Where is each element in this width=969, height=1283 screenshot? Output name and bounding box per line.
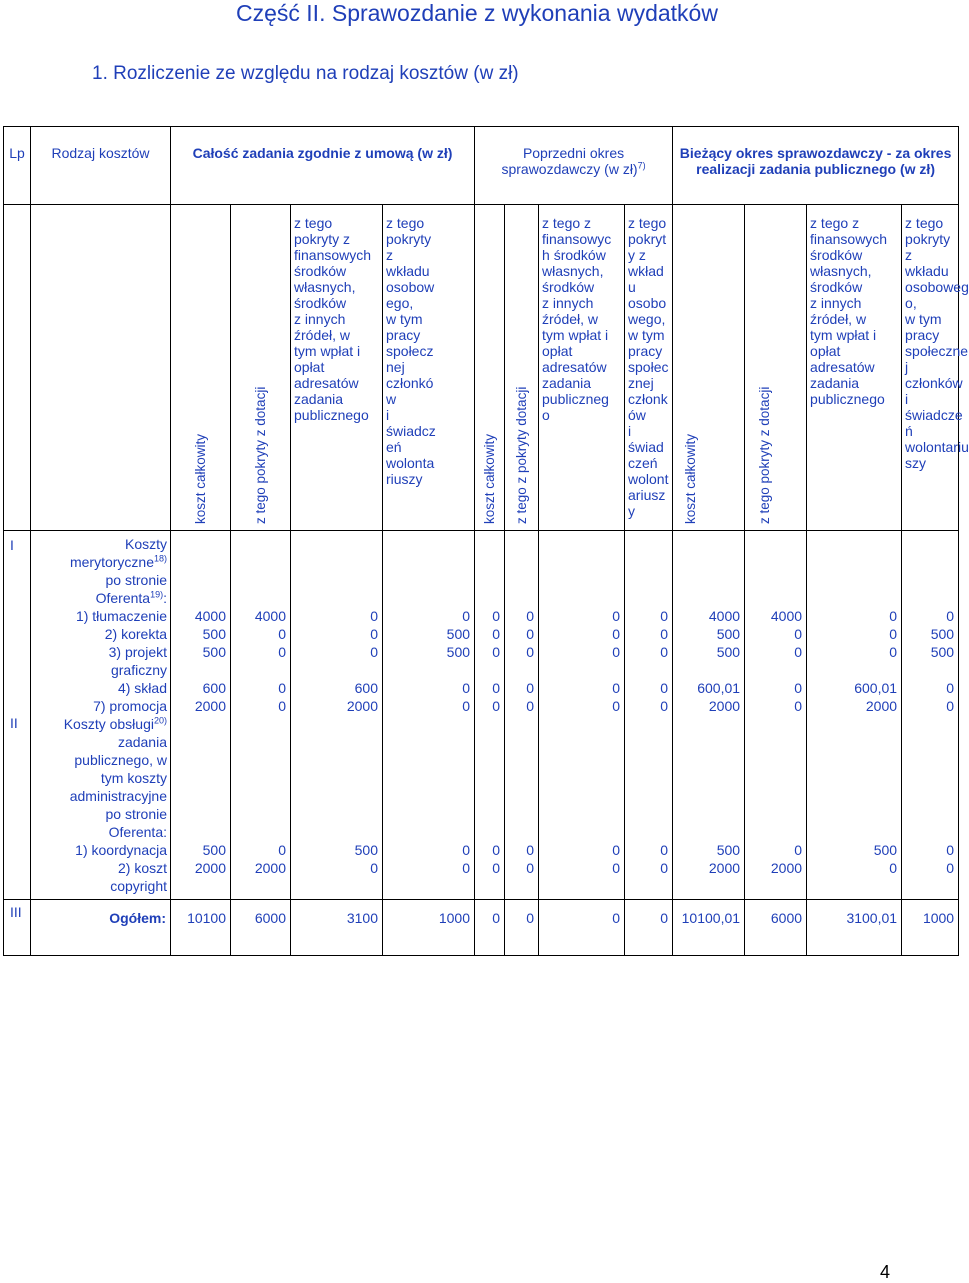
sub-koszt-calkowity-3: koszt całkowity xyxy=(673,205,745,531)
sub-koszt-calkowity-2: koszt całkowity xyxy=(475,205,505,531)
values-col-2: 4000 0 0 0 0 0 2000 xyxy=(231,531,291,900)
total-value: 3100,01 xyxy=(807,900,902,956)
values-col-1: 4000 500 500 600 2000 500 2000 xyxy=(171,531,231,900)
page-number: 4 xyxy=(880,1262,891,1282)
costs-table xyxy=(3,126,969,956)
subheader-row xyxy=(4,205,959,531)
sub-fin-1: z tego pokryty z finansowych środków własnych, środków z innych źródeł, w tym wpłat i opłat adresatów zadania publicznego xyxy=(291,205,383,531)
lp-cell: I II xyxy=(4,531,31,900)
sub-koszt-calkowity-1: koszt całkowity xyxy=(171,205,231,531)
values-col-12: 0 500 500 0 0 0 0 xyxy=(902,531,959,900)
total-value: 0 xyxy=(625,900,673,956)
section-1-label: Koszty merytoryczne$^{18)}$ po stronie Oferenta$^{19)}$: xyxy=(69,536,167,606)
values-col-7: 0 0 0 0 0 0 0 xyxy=(539,531,625,900)
total-value: 0 xyxy=(505,900,539,956)
total-value: 1000 xyxy=(902,900,959,956)
total-value: 3100 xyxy=(291,900,383,956)
sub-z-dotacji-2: z tego z pokryty dotacji xyxy=(505,205,539,531)
section-1-items: 1) tłumaczenie 2) korekta 3) projekt graficzny 4) skład 7) promocja xyxy=(75,608,167,714)
section-subtitle: 1. Rozliczenie ze względu na rodzaj kosztów (w zł) xyxy=(92,63,519,84)
total-value: 6000 xyxy=(745,900,807,956)
header-rodzaj: Rodzaj kosztów xyxy=(31,127,171,205)
total-value: 1000 xyxy=(383,900,475,956)
total-value: 0 xyxy=(475,900,505,956)
section-2-items: 1) koordynacja 2) koszt copyright xyxy=(75,842,167,894)
sub-osob-3: z tego pokryty z wkładu osoboweg o, w tym pracy społeczne j członków i świadcze ń wolontariu szy xyxy=(902,205,959,531)
header-calosc: Całość zadania zgodnie z umową (w zł) xyxy=(171,127,475,205)
sub-osob-1: z tego pokryty z wkładu osobow ego, w tym pracy społecz nej członkó w i świadcz eń wolonta riuszy xyxy=(383,205,475,531)
section-2-label: Koszty obsługi$^{20)}$ zadania publicznego, w tym koszty administracyjne po stronie Oferenta: xyxy=(63,715,167,840)
header-row xyxy=(4,127,959,205)
values-col-9: 4000 500 500 600,01 2000 500 2000 xyxy=(673,531,745,900)
values-col-5: 0 0 0 0 0 0 0 xyxy=(475,531,505,900)
values-col-8: 0 0 0 0 0 0 0 xyxy=(625,531,673,900)
values-col-11: 0 0 0 600,01 2000 500 0 xyxy=(807,531,902,900)
total-lp: III xyxy=(4,900,31,956)
total-value: 0 xyxy=(539,900,625,956)
total-label: Ogółem: xyxy=(31,900,171,956)
values-col-4: 0 500 500 0 0 0 0 xyxy=(383,531,475,900)
sub-fin-3: z tego z finansowych środków własnych, środków z innych źródeł, w tym wpłat i opłat adresatów zadania publicznego xyxy=(807,205,902,531)
sub-z-dotacji-3: z tego pokryty z dotacji xyxy=(745,205,807,531)
sub-osob-2: z tego pokryt y z wkład u osobo wego, w tym pracy społec znej członk ów i świad czeń wolont ariusz y xyxy=(625,205,673,531)
page-title: Część II. Sprawozdanie z wykonania wydatków xyxy=(236,0,718,26)
sub-z-dotacji-1: z tego pokryty z dotacji xyxy=(231,205,291,531)
values-col-3: 0 0 0 600 2000 500 0 xyxy=(291,531,383,900)
category-cell xyxy=(31,531,171,900)
values-col-10: 4000 0 0 0 0 0 2000 xyxy=(745,531,807,900)
total-value: 10100,01 xyxy=(673,900,745,956)
header-lp: Lp xyxy=(4,127,31,205)
sub-fin-2: z tego z finansowyc h środków własnych, środków z innych źródeł, w tym wpłat i opłat adresatów zadania publiczneg o xyxy=(539,205,625,531)
values-col-6: 0 0 0 0 0 0 0 xyxy=(505,531,539,900)
total-row xyxy=(4,900,959,956)
header-poprzedni: Poprzedni okres sprawozdawczy (w zł)$^{7)}$ xyxy=(475,127,673,205)
total-value: 10100 xyxy=(171,900,231,956)
row-section-1-and-2 xyxy=(4,531,959,900)
total-value: 6000 xyxy=(231,900,291,956)
header-biezacy: Bieżący okres sprawozdawczy - za okres realizacji zadania publicznego (w zł) xyxy=(673,127,959,205)
